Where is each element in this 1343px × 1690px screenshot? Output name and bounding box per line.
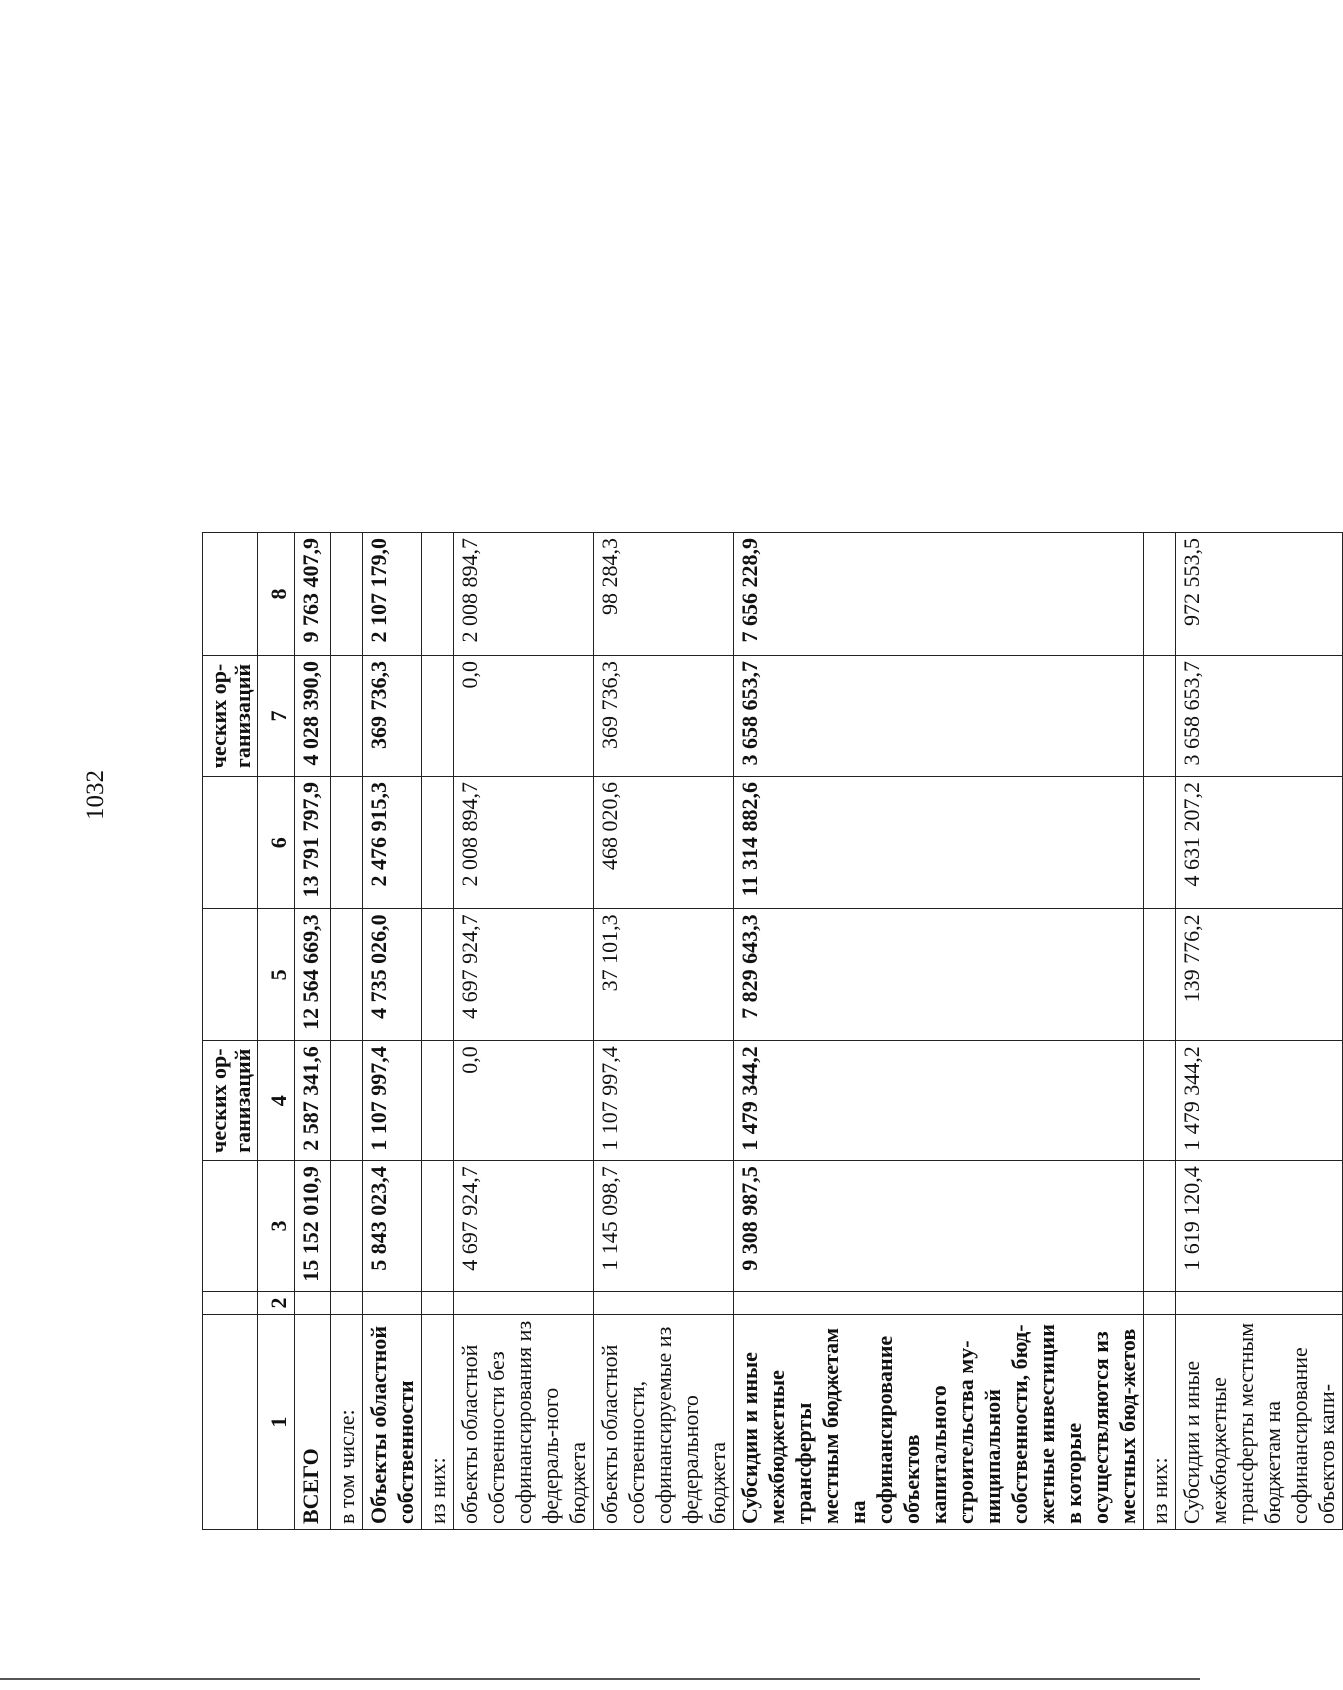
value-cell-col5: 139 776,2: [1176, 909, 1343, 1041]
value-cell-col3: [1144, 1161, 1176, 1292]
value-cell-col7: [1144, 656, 1176, 777]
value-cell-col4: [422, 1041, 454, 1161]
value-cell-col3: [331, 1161, 363, 1292]
row-label: объекты областной собственности без софинансирования из федераль-ного бюджета: [454, 1315, 594, 1530]
table-row: [363, 533, 422, 1530]
table-row: [295, 533, 331, 1530]
row-label: объекты областной собственности, софинансируемые из федерального бюджета: [594, 1315, 734, 1530]
code-cell: [734, 1291, 1144, 1315]
value-cell-col8: [422, 533, 454, 656]
header-top-cell: [203, 777, 258, 909]
value-cell-col7: 369 736,3: [594, 656, 734, 777]
col-number-4: 4: [258, 1041, 295, 1161]
value-cell-col6: 2 008 894,7: [454, 777, 594, 909]
value-cell-col7: 4 028 390,0: [295, 656, 331, 777]
value-cell-col7: 3 658 653,7: [1176, 656, 1343, 777]
row-label: Субсидии и иные межбюджетные трансферты местным бюджетам на софинансирование объектов капитального строительства му-ниципальной собственности, бюд-жетные инвестиции в которые осуществляются из местных бюд-жетов: [734, 1315, 1144, 1530]
value-cell-col8: [331, 533, 363, 656]
table-row: [331, 533, 363, 1530]
code-cell: [1176, 1291, 1343, 1315]
value-cell-col7: 0,0: [454, 656, 594, 777]
value-cell-col7: [331, 656, 363, 777]
col-number-6: 6: [258, 777, 295, 909]
value-cell-col8: 2 107 179,0: [363, 533, 422, 656]
row-label: Объекты областной собственности: [363, 1315, 422, 1530]
code-cell: [331, 1291, 363, 1315]
value-cell-col4: [1144, 1041, 1176, 1161]
table-row: [1176, 533, 1343, 1530]
code-cell: [594, 1291, 734, 1315]
value-cell-col6: 2 476 915,3: [363, 777, 422, 909]
value-cell-col4: 2 587 341,6: [295, 1041, 331, 1161]
value-cell-col6: 11 314 882,6: [734, 777, 1144, 909]
value-cell-col4: 1 479 344,2: [734, 1041, 1144, 1161]
value-cell-col6: 4 631 207,2: [1176, 777, 1343, 909]
code-cell: [1144, 1291, 1176, 1315]
value-cell-col5: 37 101,3: [594, 909, 734, 1041]
value-cell-col3: 4 697 924,7: [454, 1161, 594, 1292]
value-cell-col8: 98 284,3: [594, 533, 734, 656]
value-cell-col3: 5 843 023,4: [363, 1161, 422, 1292]
header-top-row: [203, 533, 258, 1530]
value-cell-col8: [1144, 533, 1176, 656]
value-cell-col6: 13 791 797,9: [295, 777, 331, 909]
value-cell-col5: [331, 909, 363, 1041]
scan-edge-line: [0, 1678, 1200, 1680]
value-cell-col5: [1144, 909, 1176, 1041]
value-cell-col5: 4 697 924,7: [454, 909, 594, 1041]
header-col7-continuation: ческих ор- ганизаций: [203, 656, 258, 777]
code-cell: [454, 1291, 594, 1315]
value-cell-col3: 9 308 987,5: [734, 1161, 1144, 1292]
value-cell-col8: 972 553,5: [1176, 533, 1343, 656]
value-cell-col4: [331, 1041, 363, 1161]
col-number-8: 8: [258, 533, 295, 656]
code-cell: [422, 1291, 454, 1315]
col-number-3: 3: [258, 1161, 295, 1292]
col-number-2: 2: [258, 1291, 295, 1315]
value-cell-col3: [422, 1161, 454, 1292]
row-label: ВСЕГО: [295, 1315, 331, 1530]
value-cell-col3: 1 619 120,4: [1176, 1161, 1343, 1292]
row-label: в том числе:: [331, 1315, 363, 1530]
value-cell-col4: 1 107 997,4: [594, 1041, 734, 1161]
value-cell-col6: [422, 777, 454, 909]
value-cell-col6: [1144, 777, 1176, 909]
header-top-cell: [203, 1315, 258, 1530]
table-row: [422, 533, 454, 1530]
code-cell: [363, 1291, 422, 1315]
header-number-row: [258, 533, 295, 1530]
value-cell-col8: 2 008 894,7: [454, 533, 594, 656]
row-label: из них:: [422, 1315, 454, 1530]
header-top-cell: [203, 533, 258, 656]
value-cell-col4: 1 107 997,4: [363, 1041, 422, 1161]
col-number-7: 7: [258, 656, 295, 777]
budget-table: [202, 532, 1343, 1530]
col-number-1: 1: [258, 1315, 295, 1530]
table-row: [1144, 533, 1176, 1530]
table-row: [734, 533, 1144, 1530]
value-cell-col3: 1 145 098,7: [594, 1161, 734, 1292]
header-top-cell: [203, 1161, 258, 1292]
value-cell-col7: 369 736,3: [363, 656, 422, 777]
header-top-cell: [203, 909, 258, 1041]
value-cell-col6: 468 020,6: [594, 777, 734, 909]
value-cell-col7: [422, 656, 454, 777]
table-row: [454, 533, 594, 1530]
rotated-table-container: [202, 532, 1343, 1530]
value-cell-col5: 7 829 643,3: [734, 909, 1144, 1041]
value-cell-col7: 3 658 653,7: [734, 656, 1144, 777]
value-cell-col8: 7 656 228,9: [734, 533, 1144, 656]
code-cell: [295, 1291, 331, 1315]
value-cell-col4: 1 479 344,2: [1176, 1041, 1343, 1161]
value-cell-col6: [331, 777, 363, 909]
value-cell-col8: 9 763 407,9: [295, 533, 331, 656]
row-label: Субсидии и иные межбюджетные трансферты местным бюджетам на софинансирование объектов капи-: [1176, 1315, 1343, 1530]
col-number-5: 5: [258, 909, 295, 1041]
header-col4-continuation: ческих ор- ганизаций: [203, 1041, 258, 1161]
value-cell-col5: [422, 909, 454, 1041]
table-row: [594, 533, 734, 1530]
page-number: 1032: [82, 770, 109, 820]
value-cell-col5: 4 735 026,0: [363, 909, 422, 1041]
value-cell-col4: 0,0: [454, 1041, 594, 1161]
value-cell-col5: 12 564 669,3: [295, 909, 331, 1041]
header-top-cell: [203, 1291, 258, 1315]
row-label: из них:: [1144, 1315, 1176, 1530]
value-cell-col3: 15 152 010,9: [295, 1161, 331, 1292]
